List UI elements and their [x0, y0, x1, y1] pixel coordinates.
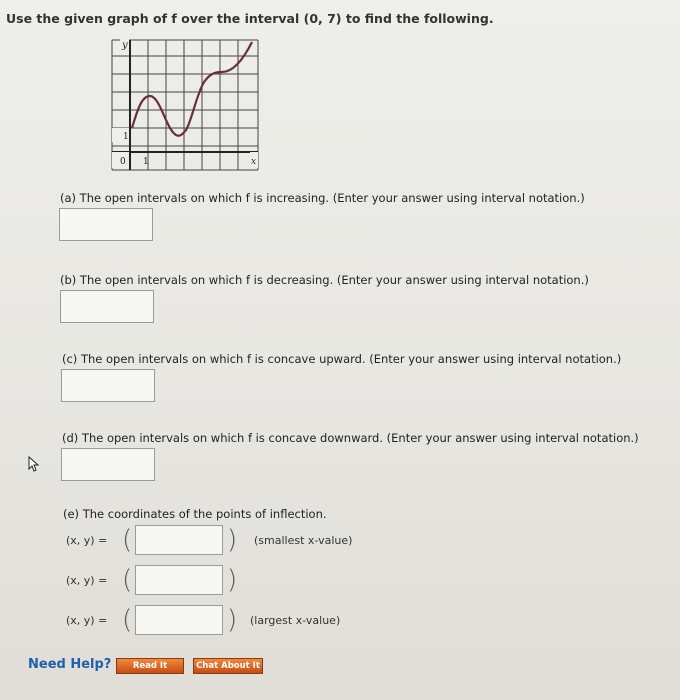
question-d-text: (d) The open intervals on which f is concave downward. (Enter your answer using interval notation.): [62, 431, 639, 445]
close-paren: ): [227, 605, 238, 635]
answer-a-input[interactable]: [59, 208, 153, 241]
answer-c-input[interactable]: [61, 369, 155, 402]
close-paren: ): [227, 525, 238, 555]
question-a-text: (a) The open intervals on which f is increasing. (Enter your answer using interval notation.): [60, 191, 585, 205]
coord-label-2: (x, y) =: [66, 574, 108, 587]
mouse-cursor-icon: [28, 456, 40, 472]
coord-label-3: (x, y) =: [66, 614, 108, 627]
inflection-row-3: [66, 605, 386, 637]
y-tick-label: 1: [123, 132, 129, 142]
coord-note-3: (largest x-value): [250, 614, 341, 627]
question-c-text: (c) The open intervals on which f is concave upward. (Enter your answer using interval notation.): [62, 352, 622, 366]
graph-svg: [110, 38, 260, 174]
open-paren: (: [122, 565, 133, 595]
chat-about-it-button[interactable]: Chat About It: [193, 658, 263, 674]
x-tick-label: 1: [143, 157, 149, 167]
x-axis-label: x: [251, 157, 257, 167]
function-graph: [110, 38, 260, 174]
inflection-point-3-input[interactable]: [135, 605, 223, 635]
problem-prompt: Use the given graph of f over the interval (0, 7) to find the following.: [6, 11, 494, 26]
coord-label-1: (x, y) =: [66, 534, 108, 547]
inflection-row-2: [66, 565, 386, 597]
inflection-row-1: [66, 525, 386, 557]
answer-b-input[interactable]: [60, 290, 154, 323]
question-e-text: (e) The coordinates of the points of inflection.: [63, 507, 327, 521]
open-paren: (: [122, 525, 133, 555]
inflection-point-1-input[interactable]: [135, 525, 223, 555]
coord-note-1: (smallest x-value): [254, 534, 353, 547]
answer-d-input[interactable]: [61, 448, 155, 481]
need-help-label: Need Help?: [28, 657, 112, 672]
origin-label: 0: [120, 157, 126, 167]
open-paren: (: [122, 605, 133, 635]
inflection-point-2-input[interactable]: [135, 565, 223, 595]
close-paren: ): [227, 565, 238, 595]
question-b-text: (b) The open intervals on which f is decreasing. (Enter your answer using interval notation.): [60, 273, 589, 287]
read-it-button[interactable]: Read It: [116, 658, 184, 674]
y-axis-label: y: [122, 40, 128, 51]
